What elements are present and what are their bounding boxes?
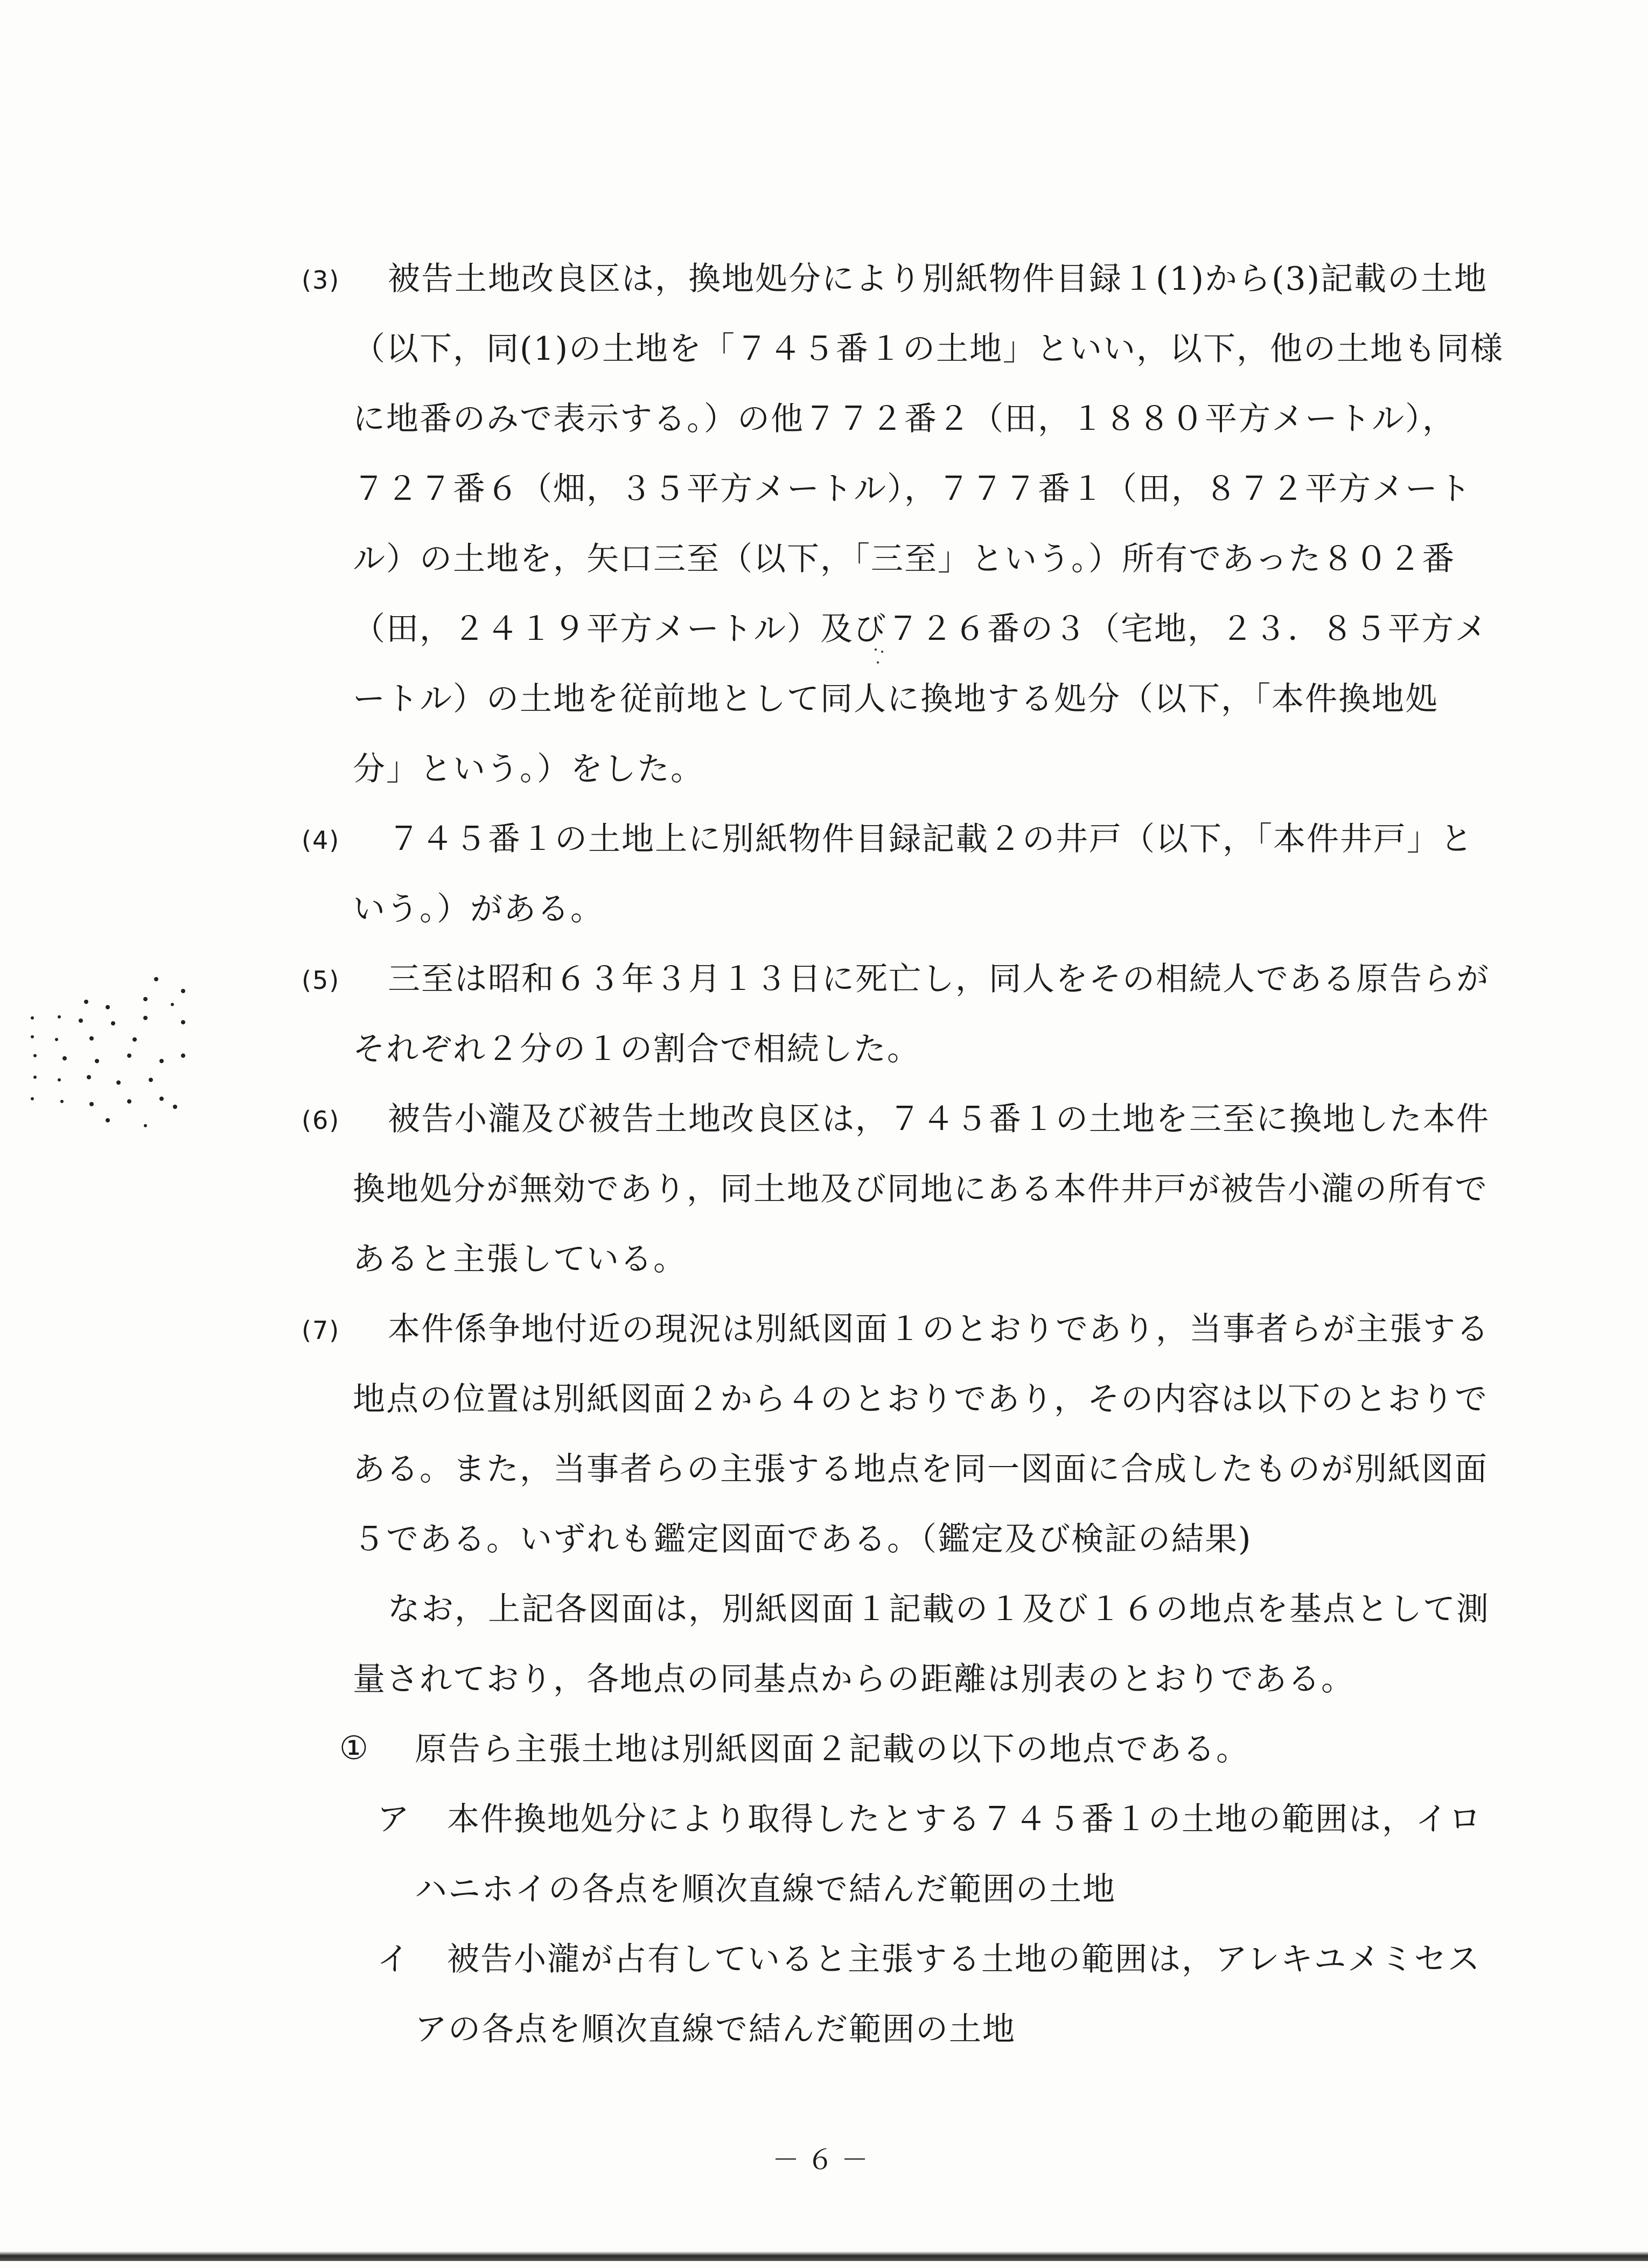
paragraph-3-line-8: 分」という。）をした。 bbox=[353, 750, 704, 788]
paragraph-3-line-7: ートル）の土地を従前地として同人に換地する処分（以下，「本件換地処 bbox=[353, 680, 1438, 718]
paragraph-marker-6: (6) bbox=[302, 1106, 340, 1135]
paragraph-7-line-4: ５である。いずれも鑑定図面である。（鑑定及び検証の結果) bbox=[353, 1520, 1252, 1558]
paragraph-3-line-6: （田，２４１９平方メートル）及び７２６番の３（宅地，２３．８５平方メ bbox=[353, 610, 1488, 648]
paragraph-6-line-2: 換地処分が無効であり，同土地及び同地にある本件井戸が被告小瀧の所有で bbox=[353, 1170, 1488, 1208]
paragraph-6-line-1: 被告小瀧及び被告土地改良区は，７４５番１の土地を三至に換地した本件 bbox=[388, 1100, 1490, 1138]
paragraph-marker-5: (5) bbox=[302, 966, 340, 995]
paragraph-3-line-3: に地番のみで表示する。）の他７７２番２（田，１８８０平方メートル）， bbox=[353, 400, 1456, 438]
subitem-a-line-1: 本件換地処分により取得したとする７４５番１の土地の範囲は，イロ bbox=[447, 1801, 1482, 1838]
page-number: －６－ bbox=[772, 2144, 876, 2175]
paragraph-5-line-1: 三至は昭和６３年３月１３日に死亡し，同人をその相続人である原告らが bbox=[388, 960, 1490, 998]
scan-bottom-edge bbox=[0, 2251, 1648, 2261]
paragraph-3-line-5: ル）の土地を，矢口三至（以下，「三至」という。）所有であった８０２番 bbox=[353, 540, 1456, 578]
subitem-i-line-2: アの各点を順次直線で結んだ範囲の土地 bbox=[415, 2011, 1016, 2048]
scan-speck bbox=[872, 646, 889, 668]
paragraph-3-line-4: ７２７番６（畑，３５平方メートル），７７７番１（田，８７２平方メート bbox=[353, 470, 1472, 508]
paragraph-7-line-2: 地点の位置は別紙図面２から４のとおりであり，その内容は以下のとおりで bbox=[353, 1380, 1488, 1418]
paragraph-marker-7: (7) bbox=[302, 1316, 340, 1345]
subitem-marker-a: ア bbox=[377, 1801, 410, 1838]
subitem-marker-i: イ bbox=[377, 1941, 410, 1978]
paragraph-7-line-3: ある。また，当事者らの主張する地点を同一図面に合成したものが別紙図面 bbox=[353, 1450, 1488, 1488]
paragraph-3-line-2: （以下，同(1)の土地を「７４５番１の土地」といい，以下，他の土地も同様 bbox=[353, 330, 1504, 368]
note-paragraph-line-2: 量されており，各地点の同基点からの距離は別表のとおりである。 bbox=[353, 1660, 1354, 1698]
paragraph-5-line-2: それぞれ２分の１の割合で相続した。 bbox=[353, 1030, 920, 1068]
paragraph-7-line-1: 本件係争地付近の現況は別紙図面１のとおりであり，当事者らが主張する bbox=[388, 1310, 1490, 1348]
scan-noise-dots bbox=[22, 975, 199, 1158]
note-paragraph-line-1: なお，上記各図面は，別紙図面１記載の１及び１６の地点を基点として測 bbox=[388, 1590, 1490, 1628]
item-1-line-1: 原告ら主張土地は別紙図面２記載の以下の地点である。 bbox=[415, 1730, 1249, 1768]
paragraph-6-line-3: あると主張している。 bbox=[353, 1240, 687, 1278]
paragraph-4-line-2: いう。）がある。 bbox=[353, 890, 604, 928]
paragraph-marker-3: (3) bbox=[302, 266, 340, 295]
paragraph-marker-4: (4) bbox=[302, 826, 340, 855]
paragraph-4-line-1: ７４５番１の土地上に別紙物件目録記載２の井戸（以下，「本件井戸」と bbox=[388, 820, 1474, 858]
subitem-i-line-1: 被告小瀧が占有していると主張する土地の範囲は，アレキユメミセス bbox=[447, 1941, 1481, 1978]
paragraph-3-line-1: 被告土地改良区は，換地処分により別紙物件目録１(1)から(3)記載の土地 bbox=[388, 260, 1488, 298]
subitem-a-line-2: ハニホイの各点を順次直線で結んだ範囲の土地 bbox=[415, 1871, 1116, 1908]
item-marker-1: ① bbox=[339, 1729, 369, 1767]
